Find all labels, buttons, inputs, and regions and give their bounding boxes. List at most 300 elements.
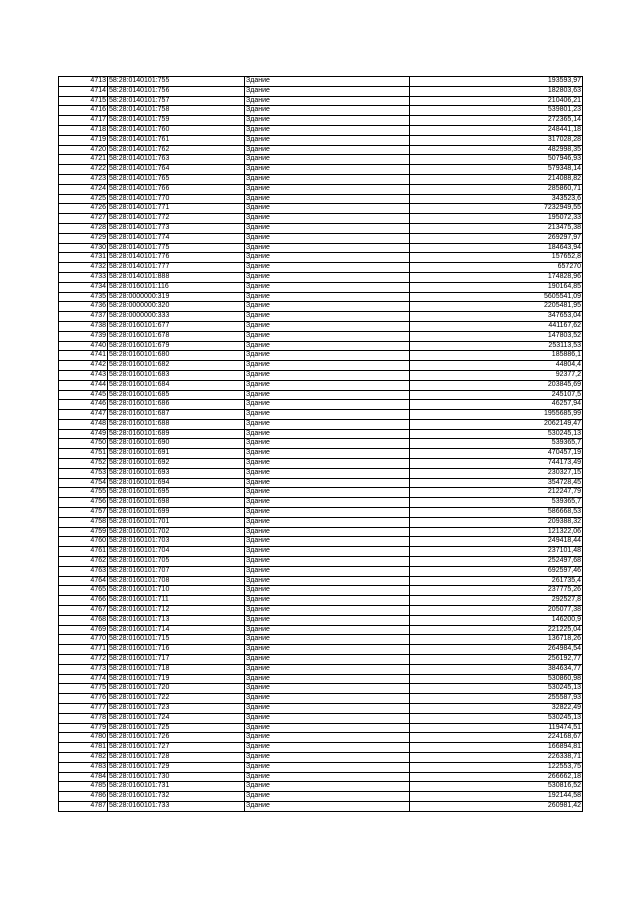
table-row (59, 174, 583, 184)
value-cell: 253113,53 (410, 341, 583, 351)
cadastral-number-cell: 58:28:0140101:761 (108, 135, 245, 145)
value-cell: 185886,1 (410, 351, 583, 361)
object-type-cell: Здание (245, 537, 410, 547)
object-type-cell: Здание (245, 86, 410, 96)
value-cell: 252497,68 (410, 557, 583, 567)
object-type-cell: Здание (245, 243, 410, 253)
table-row (59, 312, 583, 322)
cadastral-number-cell: 58:28:0140101:773 (108, 223, 245, 233)
row-number-cell: 4767 (59, 606, 108, 616)
table-row (59, 449, 583, 459)
row-number-cell: 4785 (59, 782, 108, 792)
table-row (59, 351, 583, 361)
cadastral-number-cell: 58:28:0160101:695 (108, 488, 245, 498)
object-type-cell: Здание (245, 419, 410, 429)
object-type-cell: Здание (245, 410, 410, 420)
row-number-cell: 4747 (59, 410, 108, 420)
object-type-cell: Здание (245, 204, 410, 214)
cadastral-number-cell: 58:28:0140101:758 (108, 106, 245, 116)
cadastral-number-cell: 58:28:0160101:732 (108, 792, 245, 802)
cadastral-number-cell: 58:28:0160101:693 (108, 468, 245, 478)
object-type-cell: Здание (245, 439, 410, 449)
value-cell: 237775,26 (410, 586, 583, 596)
object-type-cell: Здание (245, 664, 410, 674)
table-row (59, 370, 583, 380)
table-row (59, 439, 583, 449)
object-type-cell: Здание (245, 449, 410, 459)
row-number-cell: 4781 (59, 743, 108, 753)
cadastral-number-cell: 58:28:0000000:333 (108, 312, 245, 322)
table-row (59, 468, 583, 478)
row-number-cell: 4743 (59, 370, 108, 380)
table-row (59, 155, 583, 165)
row-number-cell: 4763 (59, 566, 108, 576)
row-number-cell: 4716 (59, 106, 108, 116)
object-type-cell: Здание (245, 498, 410, 508)
cadastral-number-cell: 58:28:0160101:678 (108, 331, 245, 341)
cadastral-number-cell: 58:28:0160101:692 (108, 459, 245, 469)
cadastral-number-cell: 58:28:0140101:762 (108, 145, 245, 155)
row-number-cell: 4730 (59, 243, 108, 253)
object-type-cell: Здание (245, 772, 410, 782)
row-number-cell: 4768 (59, 615, 108, 625)
cadastral-number-cell: 58:28:0160101:701 (108, 517, 245, 527)
cadastral-number-cell: 58:28:0160101:683 (108, 370, 245, 380)
object-type-cell: Здание (245, 517, 410, 527)
table-row (59, 194, 583, 204)
cadastral-number-cell: 58:28:0160101:718 (108, 664, 245, 674)
object-type-cell: Здание (245, 782, 410, 792)
cadastral-number-cell: 58:28:0000000:320 (108, 302, 245, 312)
cadastral-number-cell: 58:28:0160101:688 (108, 419, 245, 429)
table-row (59, 263, 583, 273)
cadastral-number-cell: 58:28:0140101:772 (108, 214, 245, 224)
object-type-cell: Здание (245, 576, 410, 586)
cadastral-number-cell: 58:28:0140101:755 (108, 77, 245, 87)
table-row (59, 772, 583, 782)
cadastral-number-cell: 58:28:0160101:691 (108, 449, 245, 459)
row-number-cell: 4741 (59, 351, 108, 361)
object-type-cell: Здание (245, 625, 410, 635)
table-row (59, 77, 583, 87)
cadastral-number-cell: 58:28:0160101:723 (108, 704, 245, 714)
row-number-cell: 4780 (59, 733, 108, 743)
table-row (59, 792, 583, 802)
cadastral-number-cell: 58:28:0160101:705 (108, 557, 245, 567)
cadastral-number-cell: 58:28:0140101:776 (108, 253, 245, 263)
value-cell: 119474,51 (410, 723, 583, 733)
object-type-cell: Здание (245, 655, 410, 665)
table-row (59, 204, 583, 214)
object-type-cell: Здание (245, 704, 410, 714)
row-number-cell: 4759 (59, 527, 108, 537)
value-cell: 539365,7 (410, 439, 583, 449)
table-row (59, 96, 583, 106)
row-number-cell: 4745 (59, 390, 108, 400)
object-type-cell: Здание (245, 508, 410, 518)
object-type-cell: Здание (245, 292, 410, 302)
cadastral-number-cell: 58:28:0140101:763 (108, 155, 245, 165)
object-type-cell: Здание (245, 77, 410, 87)
table-row (59, 272, 583, 282)
object-type-cell: Здание (245, 645, 410, 655)
row-number-cell: 4778 (59, 713, 108, 723)
table-row (59, 400, 583, 410)
row-number-cell: 4777 (59, 704, 108, 714)
value-cell: 530245,13 (410, 684, 583, 694)
table-row (59, 331, 583, 341)
row-number-cell: 4729 (59, 233, 108, 243)
cadastral-number-cell: 58:28:0160101:717 (108, 655, 245, 665)
value-cell: 261735,4 (410, 576, 583, 586)
object-type-cell: Здание (245, 478, 410, 488)
value-cell: 44804,4 (410, 361, 583, 371)
table-row (59, 606, 583, 616)
object-type-cell: Здание (245, 184, 410, 194)
row-number-cell: 4757 (59, 508, 108, 518)
cadastral-number-cell: 58:28:0140101:764 (108, 165, 245, 175)
row-number-cell: 4733 (59, 272, 108, 282)
table-row (59, 116, 583, 126)
object-type-cell: Здание (245, 547, 410, 557)
row-number-cell: 4720 (59, 145, 108, 155)
row-number-cell: 4718 (59, 125, 108, 135)
object-type-cell: Здание (245, 331, 410, 341)
table-row (59, 410, 583, 420)
row-number-cell: 4753 (59, 468, 108, 478)
table-row (59, 459, 583, 469)
object-type-cell: Здание (245, 302, 410, 312)
object-type-cell: Здание (245, 723, 410, 733)
table-row (59, 723, 583, 733)
row-number-cell: 4749 (59, 429, 108, 439)
cadastral-table (58, 76, 583, 812)
value-cell: 5605541,09 (410, 292, 583, 302)
value-cell: 260981,42 (410, 801, 583, 811)
object-type-cell: Здание (245, 674, 410, 684)
table-row (59, 223, 583, 233)
object-type-cell: Здание (245, 635, 410, 645)
value-cell: 530245,13 (410, 713, 583, 723)
row-number-cell: 4717 (59, 116, 108, 126)
object-type-cell: Здание (245, 321, 410, 331)
row-number-cell: 4736 (59, 302, 108, 312)
row-number-cell: 4719 (59, 135, 108, 145)
object-type-cell: Здание (245, 165, 410, 175)
cadastral-number-cell: 58:28:0160101:689 (108, 429, 245, 439)
table-row (59, 801, 583, 811)
value-cell: 224168,67 (410, 733, 583, 743)
value-cell: 205077,38 (410, 606, 583, 616)
cadastral-number-cell: 58:28:0140101:759 (108, 116, 245, 126)
value-cell: 203845,69 (410, 380, 583, 390)
row-number-cell: 4772 (59, 655, 108, 665)
value-cell: 266662,18 (410, 772, 583, 782)
row-number-cell: 4722 (59, 165, 108, 175)
value-cell: 245107,5 (410, 390, 583, 400)
value-cell: 146200,9 (410, 615, 583, 625)
row-number-cell: 4721 (59, 155, 108, 165)
value-cell: 221225,04 (410, 625, 583, 635)
row-number-cell: 4754 (59, 478, 108, 488)
value-cell: 249418,44 (410, 537, 583, 547)
value-cell: 530860,98 (410, 674, 583, 684)
cadastral-number-cell: 58:28:0160101:699 (108, 508, 245, 518)
value-cell: 2205481,95 (410, 302, 583, 312)
table-row (59, 135, 583, 145)
value-cell: 347653,04 (410, 312, 583, 322)
row-number-cell: 4779 (59, 723, 108, 733)
value-cell: 213475,38 (410, 223, 583, 233)
object-type-cell: Здание (245, 684, 410, 694)
object-type-cell: Здание (245, 145, 410, 155)
value-cell: 122553,75 (410, 762, 583, 772)
object-type-cell: Здание (245, 606, 410, 616)
value-cell: 744173,49 (410, 459, 583, 469)
object-type-cell: Здание (245, 390, 410, 400)
row-number-cell: 4724 (59, 184, 108, 194)
value-cell: 121322,06 (410, 527, 583, 537)
cadastral-number-cell: 58:28:0160101:712 (108, 606, 245, 616)
cadastral-number-cell: 58:28:0160101:694 (108, 478, 245, 488)
row-number-cell: 4714 (59, 86, 108, 96)
cadastral-number-cell: 58:28:0140101:888 (108, 272, 245, 282)
object-type-cell: Здание (245, 282, 410, 292)
table-row (59, 361, 583, 371)
row-number-cell: 4752 (59, 459, 108, 469)
object-type-cell: Здание (245, 223, 410, 233)
row-number-cell: 4766 (59, 596, 108, 606)
cadastral-number-cell: 58:28:0160101:714 (108, 625, 245, 635)
table-row (59, 165, 583, 175)
cadastral-number-cell: 58:28:0160101:726 (108, 733, 245, 743)
value-cell: 182803,63 (410, 86, 583, 96)
cadastral-number-cell: 58:28:0140101:766 (108, 184, 245, 194)
row-number-cell: 4732 (59, 263, 108, 273)
row-number-cell: 4731 (59, 253, 108, 263)
row-number-cell: 4746 (59, 400, 108, 410)
row-number-cell: 4726 (59, 204, 108, 214)
object-type-cell: Здание (245, 615, 410, 625)
table-row (59, 106, 583, 116)
object-type-cell: Здание (245, 194, 410, 204)
value-cell: 192144,58 (410, 792, 583, 802)
row-number-cell: 4773 (59, 664, 108, 674)
table-row (59, 341, 583, 351)
table-row (59, 184, 583, 194)
row-number-cell: 4776 (59, 694, 108, 704)
row-number-cell: 4713 (59, 77, 108, 87)
value-cell: 1955685,99 (410, 410, 583, 420)
table-row (59, 664, 583, 674)
table-row (59, 380, 583, 390)
cadastral-number-cell: 58:28:0160101:731 (108, 782, 245, 792)
value-cell: 579348,14 (410, 165, 583, 175)
object-type-cell: Здание (245, 125, 410, 135)
object-type-cell: Здание (245, 488, 410, 498)
value-cell: 92377,2 (410, 370, 583, 380)
table-row (59, 713, 583, 723)
value-cell: 657270 (410, 263, 583, 273)
row-number-cell: 4786 (59, 792, 108, 802)
value-cell: 32822,49 (410, 704, 583, 714)
table-row (59, 243, 583, 253)
row-number-cell: 4782 (59, 752, 108, 762)
row-number-cell: 4760 (59, 537, 108, 547)
row-number-cell: 4723 (59, 174, 108, 184)
cadastral-number-cell: 58:28:0160101:116 (108, 282, 245, 292)
table-row (59, 429, 583, 439)
cadastral-number-cell: 58:28:0000000:319 (108, 292, 245, 302)
cadastral-number-cell: 58:28:0160101:684 (108, 380, 245, 390)
table-row (59, 655, 583, 665)
row-number-cell: 4774 (59, 674, 108, 684)
value-cell: 343523,6 (410, 194, 583, 204)
value-cell: 46257,94 (410, 400, 583, 410)
object-type-cell: Здание (245, 96, 410, 106)
value-cell: 136718,26 (410, 635, 583, 645)
table-row (59, 498, 583, 508)
table-row (59, 586, 583, 596)
value-cell: 255587,93 (410, 694, 583, 704)
cadastral-number-cell: 58:28:0160101:716 (108, 645, 245, 655)
value-cell: 214088,82 (410, 174, 583, 184)
object-type-cell: Здание (245, 312, 410, 322)
table-row (59, 694, 583, 704)
value-cell: 237101,48 (410, 547, 583, 557)
cadastral-number-cell: 58:28:0160101:727 (108, 743, 245, 753)
table-row (59, 743, 583, 753)
cadastral-number-cell: 58:28:0160101:725 (108, 723, 245, 733)
cadastral-number-cell: 58:28:0160101:719 (108, 674, 245, 684)
table-row (59, 635, 583, 645)
cadastral-number-cell: 58:28:0160101:711 (108, 596, 245, 606)
object-type-cell: Здание (245, 801, 410, 811)
cadastral-number-cell: 58:28:0140101:770 (108, 194, 245, 204)
object-type-cell: Здание (245, 233, 410, 243)
cadastral-number-cell: 58:28:0160101:707 (108, 566, 245, 576)
object-type-cell: Здание (245, 459, 410, 469)
row-number-cell: 4762 (59, 557, 108, 567)
value-cell: 147803,52 (410, 331, 583, 341)
table-row (59, 674, 583, 684)
table-row (59, 125, 583, 135)
table-row (59, 596, 583, 606)
cadastral-number-cell: 58:28:0160101:680 (108, 351, 245, 361)
row-number-cell: 4755 (59, 488, 108, 498)
value-cell: 210406,21 (410, 96, 583, 106)
object-type-cell: Здание (245, 351, 410, 361)
object-type-cell: Здание (245, 557, 410, 567)
value-cell: 539365,7 (410, 498, 583, 508)
object-type-cell: Здание (245, 361, 410, 371)
value-cell: 530816,52 (410, 782, 583, 792)
row-number-cell: 4770 (59, 635, 108, 645)
row-number-cell: 4737 (59, 312, 108, 322)
row-number-cell: 4756 (59, 498, 108, 508)
table-row (59, 733, 583, 743)
table-row (59, 527, 583, 537)
object-type-cell: Здание (245, 380, 410, 390)
cadastral-number-cell: 58:28:0140101:756 (108, 86, 245, 96)
table-row (59, 782, 583, 792)
table-row (59, 390, 583, 400)
cadastral-number-cell: 58:28:0160101:682 (108, 361, 245, 371)
value-cell: 384634,77 (410, 664, 583, 674)
value-cell: 586668,53 (410, 508, 583, 518)
object-type-cell: Здание (245, 586, 410, 596)
table-row (59, 292, 583, 302)
cadastral-number-cell: 58:28:0160101:703 (108, 537, 245, 547)
table-row (59, 86, 583, 96)
value-cell: 482998,35 (410, 145, 583, 155)
row-number-cell: 4735 (59, 292, 108, 302)
object-type-cell: Здание (245, 762, 410, 772)
cadastral-number-cell: 58:28:0160101:677 (108, 321, 245, 331)
object-type-cell: Здание (245, 272, 410, 282)
object-type-cell: Здание (245, 155, 410, 165)
table-row (59, 547, 583, 557)
cadastral-number-cell: 58:28:0160101:729 (108, 762, 245, 772)
row-number-cell: 4750 (59, 439, 108, 449)
value-cell: 264984,54 (410, 645, 583, 655)
table-row (59, 684, 583, 694)
table-row (59, 302, 583, 312)
table-row (59, 508, 583, 518)
row-number-cell: 4740 (59, 341, 108, 351)
row-number-cell: 4744 (59, 380, 108, 390)
row-number-cell: 4748 (59, 419, 108, 429)
value-cell: 166894,81 (410, 743, 583, 753)
row-number-cell: 4742 (59, 361, 108, 371)
object-type-cell: Здание (245, 694, 410, 704)
object-type-cell: Здание (245, 468, 410, 478)
cadastral-number-cell: 58:28:0160101:720 (108, 684, 245, 694)
row-number-cell: 4764 (59, 576, 108, 586)
table-row (59, 704, 583, 714)
value-cell: 184643,94 (410, 243, 583, 253)
cadastral-number-cell: 58:28:0160101:704 (108, 547, 245, 557)
row-number-cell: 4787 (59, 801, 108, 811)
value-cell: 539801,23 (410, 106, 583, 116)
cadastral-number-cell: 58:28:0160101:713 (108, 615, 245, 625)
table-row (59, 233, 583, 243)
table-row (59, 762, 583, 772)
cadastral-number-cell: 58:28:0140101:765 (108, 174, 245, 184)
value-cell: 174828,96 (410, 272, 583, 282)
object-type-cell: Здание (245, 341, 410, 351)
value-cell: 530245,13 (410, 429, 583, 439)
cadastral-number-cell: 58:28:0160101:733 (108, 801, 245, 811)
cadastral-number-cell: 58:28:0160101:730 (108, 772, 245, 782)
row-number-cell: 4761 (59, 547, 108, 557)
object-type-cell: Здание (245, 713, 410, 723)
row-number-cell: 4775 (59, 684, 108, 694)
value-cell: 230327,15 (410, 468, 583, 478)
object-type-cell: Здание (245, 566, 410, 576)
object-type-cell: Здание (245, 429, 410, 439)
object-type-cell: Здание (245, 527, 410, 537)
value-cell: 285860,71 (410, 184, 583, 194)
value-cell: 190164,85 (410, 282, 583, 292)
row-number-cell: 4758 (59, 517, 108, 527)
table-row (59, 566, 583, 576)
cadastral-number-cell: 58:28:0160101:728 (108, 752, 245, 762)
value-cell: 441167,62 (410, 321, 583, 331)
table-row (59, 537, 583, 547)
table-row (59, 488, 583, 498)
row-number-cell: 4783 (59, 762, 108, 772)
